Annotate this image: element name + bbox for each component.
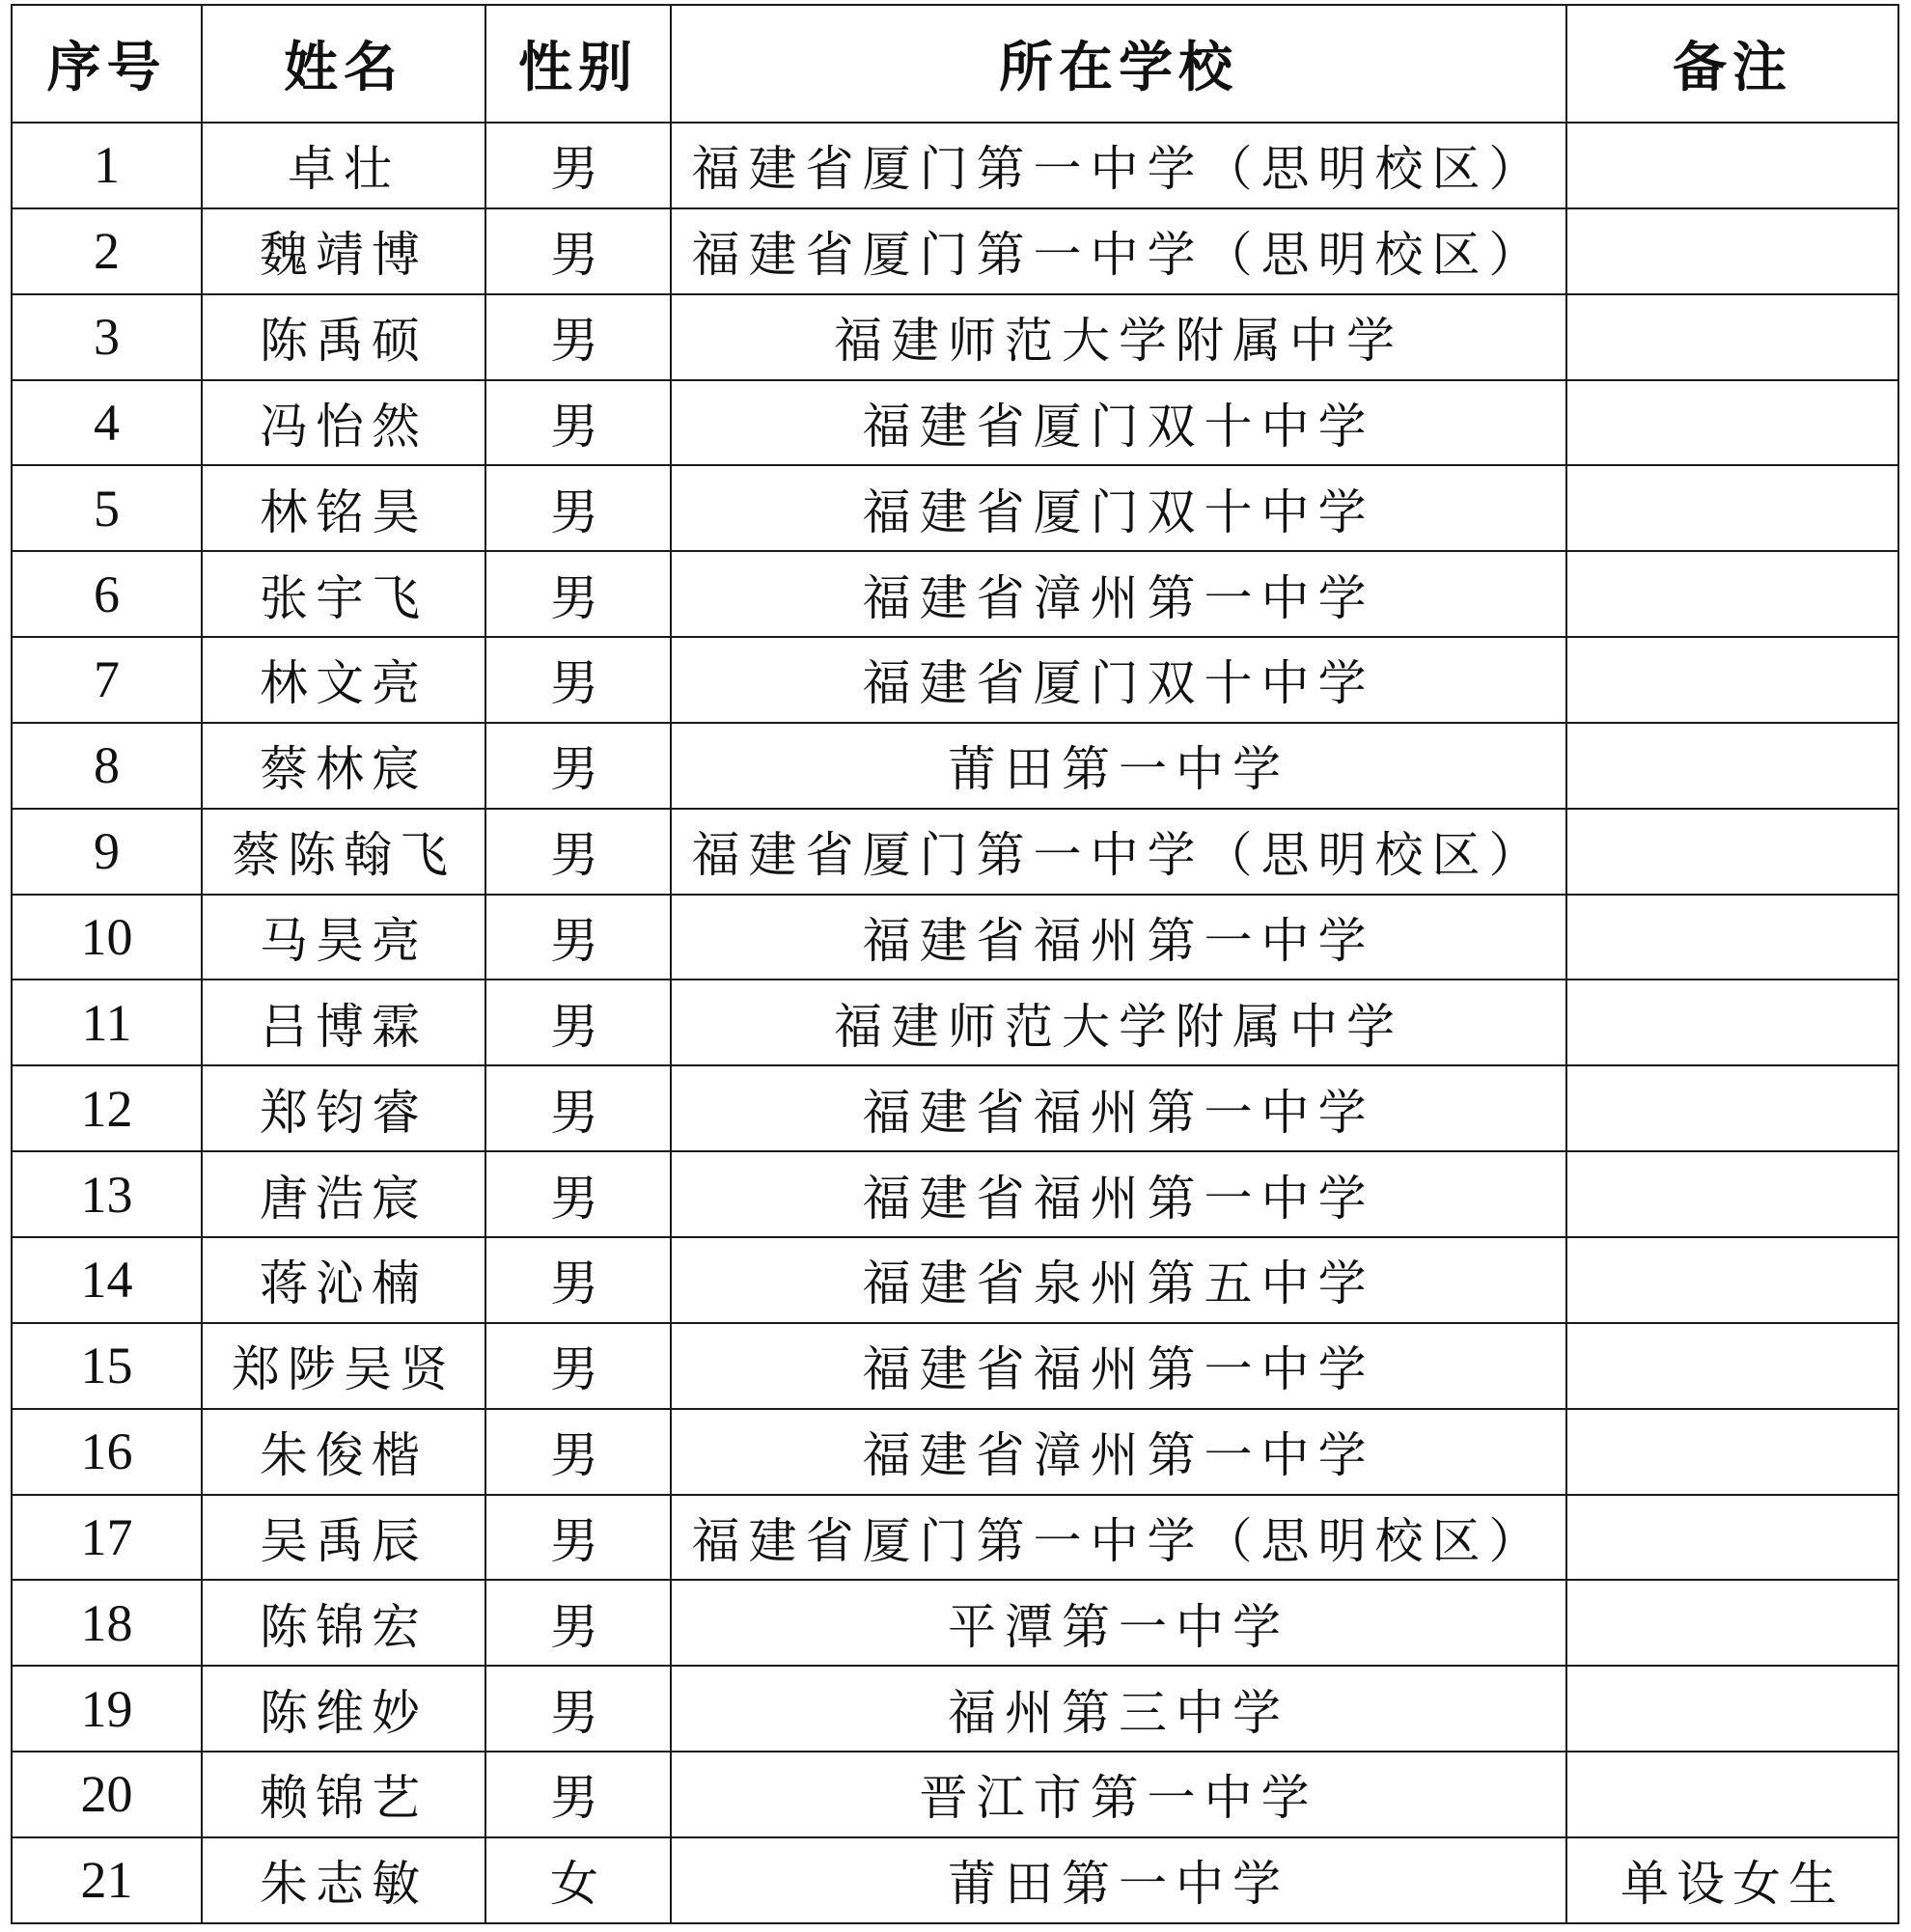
cell-school: 福建省厦门双十中学: [671, 465, 1566, 551]
table-row: [12, 208, 1898, 294]
cell-school: 福建师范大学附属中学: [671, 980, 1566, 1065]
cell-remarks: [1566, 980, 1898, 1065]
cell-school: 福建省漳州第一中学: [671, 1409, 1566, 1495]
cell-school: 福建省厦门第一中学（思明校区）: [671, 1495, 1566, 1581]
table-row: [12, 465, 1898, 551]
cell-serial-number: 21: [12, 1837, 202, 1923]
cell-name: 陈锦宏: [202, 1580, 485, 1666]
cell-serial-number: 2: [12, 208, 202, 294]
cell-gender: 男: [485, 1409, 671, 1495]
cell-gender: 男: [485, 637, 671, 723]
cell-school: 平潭第一中学: [671, 1580, 1566, 1666]
cell-school: 福州第三中学: [671, 1666, 1566, 1752]
cell-serial-number: 7: [12, 637, 202, 723]
cell-gender: 男: [485, 895, 671, 980]
cell-remarks: [1566, 1495, 1898, 1581]
cell-remarks: [1566, 1666, 1898, 1752]
cell-gender: 男: [485, 123, 671, 208]
cell-school: 莆田第一中学: [671, 723, 1566, 809]
table-row: [12, 1495, 1898, 1581]
cell-name: 魏靖博: [202, 208, 485, 294]
cell-serial-number: 17: [12, 1495, 202, 1581]
table-row: [12, 723, 1898, 809]
cell-gender: 男: [485, 1237, 671, 1323]
cell-gender: 男: [485, 208, 671, 294]
cell-school: 福建省厦门第一中学（思明校区）: [671, 123, 1566, 208]
cell-gender: 女: [485, 1837, 671, 1923]
cell-name: 蔡陈翰飞: [202, 809, 485, 895]
header-serial-number: 序号: [12, 5, 202, 123]
table-body: [12, 123, 1898, 1923]
cell-serial-number: 5: [12, 465, 202, 551]
cell-name: 朱俊楷: [202, 1409, 485, 1495]
cell-gender: 男: [485, 723, 671, 809]
cell-school: 福建省福州第一中学: [671, 1065, 1566, 1151]
cell-serial-number: 4: [12, 380, 202, 466]
cell-name: 赖锦艺: [202, 1752, 485, 1837]
cell-gender: 男: [485, 1151, 671, 1237]
cell-gender: 男: [485, 1495, 671, 1581]
cell-name: 张宇飞: [202, 551, 485, 637]
cell-gender: 男: [485, 465, 671, 551]
cell-name: 蔡林宸: [202, 723, 485, 809]
cell-serial-number: 14: [12, 1237, 202, 1323]
table-row: [12, 1837, 1898, 1923]
cell-name: 郑钧睿: [202, 1065, 485, 1151]
cell-gender: 男: [485, 980, 671, 1065]
cell-school: 福建省福州第一中学: [671, 1151, 1566, 1237]
table-row: [12, 294, 1898, 380]
cell-school: 莆田第一中学: [671, 1837, 1566, 1923]
cell-remarks: [1566, 380, 1898, 466]
cell-school: 福建省福州第一中学: [671, 895, 1566, 980]
table-row: [12, 1237, 1898, 1323]
cell-school: 福建省福州第一中学: [671, 1323, 1566, 1409]
cell-name: 林文亮: [202, 637, 485, 723]
cell-serial-number: 8: [12, 723, 202, 809]
cell-school: 福建省厦门第一中学（思明校区）: [671, 809, 1566, 895]
cell-name: 吴禹辰: [202, 1495, 485, 1581]
cell-serial-number: 19: [12, 1666, 202, 1752]
cell-remarks: [1566, 723, 1898, 809]
table-row: [12, 1666, 1898, 1752]
cell-gender: 男: [485, 809, 671, 895]
cell-remarks: [1566, 465, 1898, 551]
cell-remarks: [1566, 1580, 1898, 1666]
cell-remarks: [1566, 1151, 1898, 1237]
table-row: [12, 637, 1898, 723]
cell-school: 福建省厦门双十中学: [671, 637, 1566, 723]
table-row: [12, 980, 1898, 1065]
cell-gender: 男: [485, 1065, 671, 1151]
cell-name: 蒋沁楠: [202, 1237, 485, 1323]
cell-remarks: 单设女生: [1566, 1837, 1898, 1923]
cell-name: 陈维妙: [202, 1666, 485, 1752]
table-row: [12, 1323, 1898, 1409]
header-name: 姓名: [202, 5, 485, 123]
table-row: [12, 809, 1898, 895]
cell-name: 唐浩宸: [202, 1151, 485, 1237]
cell-school: 福建省厦门双十中学: [671, 380, 1566, 466]
cell-serial-number: 10: [12, 895, 202, 980]
cell-serial-number: 12: [12, 1065, 202, 1151]
table-row: [12, 123, 1898, 208]
cell-gender: 男: [485, 380, 671, 466]
cell-serial-number: 13: [12, 1151, 202, 1237]
cell-remarks: [1566, 551, 1898, 637]
cell-serial-number: 16: [12, 1409, 202, 1495]
cell-name: 冯怡然: [202, 380, 485, 466]
cell-remarks: [1566, 1752, 1898, 1837]
table-row: [12, 1151, 1898, 1237]
table-row: [12, 380, 1898, 466]
cell-name: 郑陟吴贤: [202, 1323, 485, 1409]
cell-name: 陈禹硕: [202, 294, 485, 380]
cell-serial-number: 11: [12, 980, 202, 1065]
cell-school: 晋江市第一中学: [671, 1752, 1566, 1837]
cell-gender: 男: [485, 551, 671, 637]
cell-school: 福建省漳州第一中学: [671, 551, 1566, 637]
header-row: [12, 5, 1898, 123]
table-row: [12, 895, 1898, 980]
cell-serial-number: 9: [12, 809, 202, 895]
cell-gender: 男: [485, 294, 671, 380]
cell-name: 马昊亮: [202, 895, 485, 980]
cell-remarks: [1566, 637, 1898, 723]
cell-serial-number: 15: [12, 1323, 202, 1409]
cell-name: 朱志敏: [202, 1837, 485, 1923]
cell-serial-number: 18: [12, 1580, 202, 1666]
cell-remarks: [1566, 208, 1898, 294]
cell-gender: 男: [485, 1666, 671, 1752]
cell-gender: 男: [485, 1323, 671, 1409]
table-header: [12, 5, 1898, 123]
cell-remarks: [1566, 123, 1898, 208]
table-row: [12, 1065, 1898, 1151]
cell-remarks: [1566, 1237, 1898, 1323]
cell-serial-number: 6: [12, 551, 202, 637]
table-row: [12, 1752, 1898, 1837]
table-row: [12, 1580, 1898, 1666]
cell-gender: 男: [485, 1580, 671, 1666]
header-school: 所在学校: [671, 5, 1566, 123]
cell-serial-number: 3: [12, 294, 202, 380]
cell-remarks: [1566, 1065, 1898, 1151]
cell-remarks: [1566, 294, 1898, 380]
header-remarks: 备注: [1566, 5, 1898, 123]
cell-name: 卓壮: [202, 123, 485, 208]
cell-school: 福建省厦门第一中学（思明校区）: [671, 208, 1566, 294]
cell-school: 福建省泉州第五中学: [671, 1237, 1566, 1323]
cell-serial-number: 20: [12, 1752, 202, 1837]
cell-name: 林铭昊: [202, 465, 485, 551]
table-row: [12, 1409, 1898, 1495]
cell-remarks: [1566, 809, 1898, 895]
cell-serial-number: 1: [12, 123, 202, 208]
cell-remarks: [1566, 895, 1898, 980]
student-roster-table: [11, 4, 1899, 1924]
cell-school: 福建师范大学附属中学: [671, 294, 1566, 380]
header-gender: 性别: [485, 5, 671, 123]
cell-remarks: [1566, 1323, 1898, 1409]
cell-gender: 男: [485, 1752, 671, 1837]
cell-remarks: [1566, 1409, 1898, 1495]
table-row: [12, 551, 1898, 637]
cell-name: 吕博霖: [202, 980, 485, 1065]
